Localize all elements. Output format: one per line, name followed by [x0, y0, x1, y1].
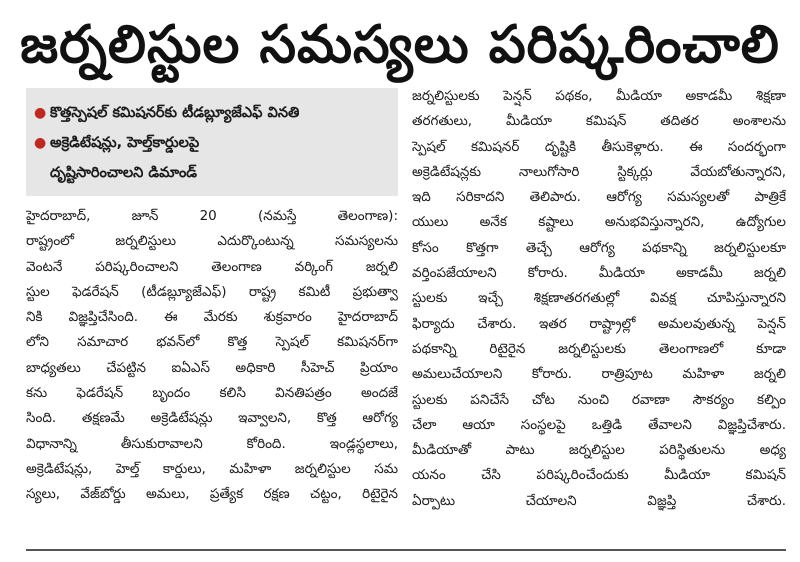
body-line: సింది. తక్షణమే అక్రెడిటేషన్లు ఇవ్వాలని, కొత్త ఆరోగ్య	[26, 410, 398, 427]
body-line: బాధ్యతలు చేపట్టిన ఐఏఎస్ అధికారి సీహెచ్ ప్రియాం	[26, 359, 398, 376]
body-line: తరగతులు, మీడియా కమిషన్ తదితర అంశాలను	[412, 113, 786, 130]
left-body-text	[26, 204, 398, 508]
body-line: స్టుల ఫెడరేషన్ (టీడబ్ల్యూజేఎఫ్) రాష్ట్ర కమిటీ ప్రభుత్వా	[26, 283, 398, 300]
body-line: స్యలు, వేజ్‌బోర్డు అమలు, ప్రత్యేక రక్షణ చట్టం, రిటైరైన	[26, 486, 398, 503]
body-line: మీడియాతో పాటు జర్నలిస్టుల పరిస్థితులను అధ్య	[412, 442, 786, 459]
body-line: స్పెషల్ కమిషనర్ దృష్టికి తీసుకెళ్లారు. ఈ సందర్భంగా	[412, 138, 786, 155]
headline: జర్నలిస్టుల సమస్యలు పరిష్కరించాలి	[20, 15, 780, 75]
highlight-item	[34, 98, 390, 128]
body-line: ఫిర్యాదు చేశారు. ఇతర రాష్ట్రాల్లో అమలవుతున్న పెన్షన్	[412, 315, 786, 332]
body-line: స్టులకు ఇచ్చే శిక్షణాతరగతుల్లో వివక్ష చూపిస్తున్నారని	[412, 290, 786, 307]
highlight-text: కొత్తస్పెషల్ కమిషనర్‌కు టీడబ్ల్యూజేఎఫ్ వినతి	[50, 105, 300, 121]
body-line: చేలా ఆయా సంస్థలపై ఒత్తిడి తేవాలని విజ్ఞప్తిచేశారు.	[412, 416, 786, 433]
body-line: పథకాన్ని రిటైరైన జర్నలిస్టులకు తెలంగాణలో కూడా	[412, 340, 786, 357]
body-line: రాష్ట్రంలో జర్నలిస్టులు ఎదుర్కొంటున్న సమస్యలను	[26, 233, 398, 250]
right-column	[412, 84, 786, 514]
body-line: కోసం కొత్తగా తెచ్చే ఆరోగ్య పథకాన్ని జర్నలిస్టులకూ	[412, 239, 786, 256]
body-line: హైదరాబాద్, జూన్ 20 (నమస్తే తెలంగాణ):	[26, 208, 398, 224]
bullet-icon: ●	[34, 105, 47, 121]
body-line: లోని సమాచార భవన్‌లో కొత్త స్పెషల్ కమిషనర్‌గా	[26, 334, 398, 351]
highlights-box	[26, 88, 398, 196]
body-line: యనం చేసి పరిష్కరించేందుకు మీడియా కమిషన్	[412, 467, 786, 484]
highlight-text: అక్రెడిటేషన్లు, హెల్త్‌కార్డులపై	[50, 135, 200, 151]
body-line: నికి విజ్ఞప్తిచేసింది. ఈ మేరకు శుక్రవారం హైదరాబాద్	[26, 309, 398, 326]
body-line: విధానాన్ని తీసుకురావాలని కోరింది. ఇండ్లస్థలాలు,	[26, 435, 398, 452]
body-line: యులు అనేక కష్టాలు అనుభవిస్తున్నారని, ఉద్యోగుల	[412, 214, 786, 231]
body-line: వర్తింపజేయాలని కోరారు. మీడియా అకాడమీ జర్నలి	[412, 265, 786, 282]
body-line: అక్రెడిటేషన్లకు నాలుగోసారి స్టిక్కర్లు వేయబోతున్నారని,	[412, 163, 786, 180]
bullet-icon: ●	[34, 135, 47, 151]
body-line: ఏర్పాటు చేయాలని విజ్ఞప్తి చేశారు.	[412, 492, 786, 509]
body-line: స్టులకు పనిచేసే చోట నుంచి రవాణా సౌకర్యం కల్పిం	[412, 391, 786, 408]
body-line: కను ఫెడరేషన్ బృందం కలిసి వినతిపత్రం అందజే	[26, 385, 398, 402]
bottom-divider	[26, 549, 786, 551]
left-column	[26, 88, 398, 508]
body-line: వెంటనే పరిష్కరించాలని తెలంగాణ వర్కింగ్ జర్నలి	[26, 258, 398, 275]
highlight-text: దృష్టిసారించాలని డిమాండ్	[50, 165, 198, 181]
body-line: ఇది సరికాదని తెలిపారు. ఆరోగ్య సమస్యలతో పాత్రికే	[412, 189, 786, 206]
body-line: అక్రెడిటేషన్లు, హెల్త్ కార్డులు, మహిళా జర్నలిస్టుల సమ	[26, 460, 398, 477]
body-line: అమలుచేయాలని కోరారు. రాత్రిపూట మహిళా జర్నలి	[412, 366, 786, 383]
body-line: జర్నలిస్టులకు పెన్షన్ పథకం, మీడియా అకాడమీ శిక్షణా	[412, 88, 786, 104]
highlight-item	[34, 128, 390, 158]
